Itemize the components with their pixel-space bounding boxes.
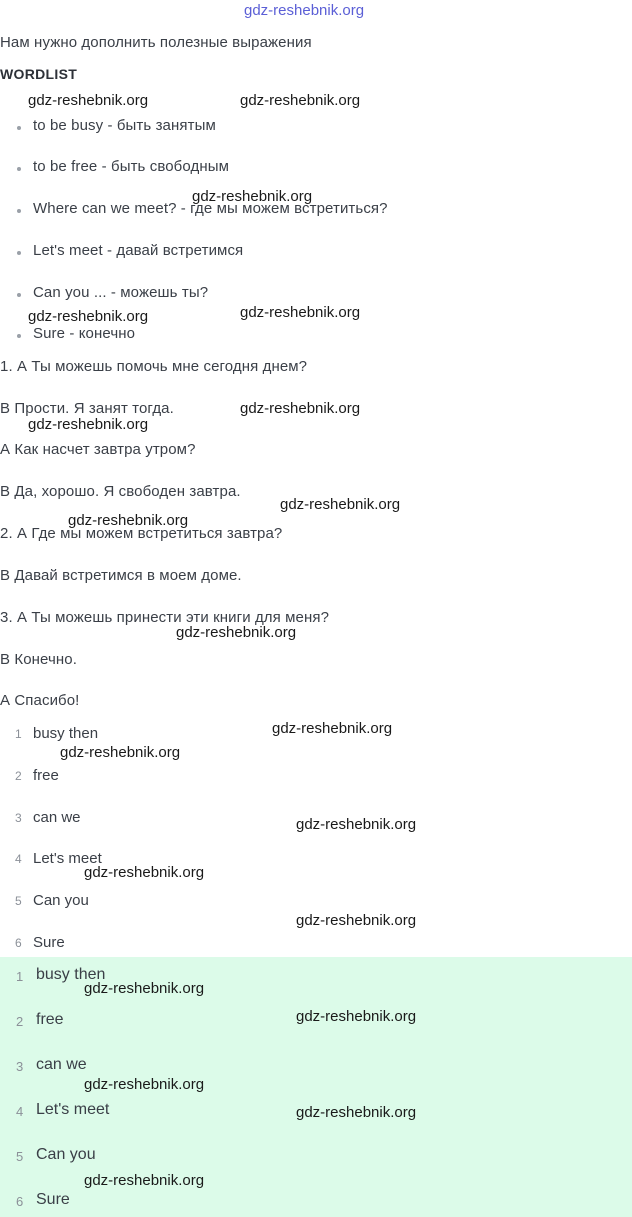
watermark: gdz-reshebnik.org: [28, 308, 149, 325]
answer-text: Sure: [36, 1191, 70, 1208]
watermark: gdz-reshebnik.org: [296, 1104, 417, 1121]
list-item: to be free - быть свободным: [33, 158, 230, 175]
answer-number: 1: [15, 727, 22, 741]
answer-number: 2: [16, 1014, 24, 1029]
dialogue-line: В Да, хорошо. Я свободен завтра.: [0, 483, 241, 500]
list-item: Let's meet - давай встретимся: [33, 242, 244, 259]
watermark: gdz-reshebnik.org: [60, 744, 181, 761]
answer-text: Let's meet: [36, 1101, 110, 1118]
watermark: gdz-reshebnik.org: [280, 496, 401, 513]
answer-text: busy then: [33, 725, 99, 742]
watermark: gdz-reshebnik.org: [68, 512, 189, 529]
dialogue-line: В Давай встретимся в моем доме.: [0, 567, 242, 584]
watermark-top: gdz-reshebnik.org: [244, 2, 365, 19]
answer-number: 1: [16, 969, 24, 984]
bullet-icon: [17, 126, 21, 130]
answer-number: 3: [16, 1059, 24, 1074]
watermark: gdz-reshebnik.org: [84, 864, 205, 881]
watermark: gdz-reshebnik.org: [176, 624, 297, 641]
bullet-icon: [17, 334, 21, 338]
watermark: gdz-reshebnik.org: [272, 720, 393, 737]
answer-number: 5: [15, 894, 22, 908]
answer-number: 5: [16, 1149, 24, 1164]
bullet-icon: [17, 251, 21, 255]
watermark: gdz-reshebnik.org: [240, 400, 361, 417]
bullet-icon: [17, 209, 21, 213]
answer-text: free: [36, 1011, 64, 1028]
answer-number: 6: [15, 936, 22, 950]
answer-number: 3: [15, 811, 22, 825]
watermark: gdz-reshebnik.org: [296, 816, 417, 833]
answer-text: Can you: [33, 892, 89, 909]
dialogue-line: В Прости. Я занят тогда.: [0, 400, 174, 417]
dialogue-line: 2. А Где мы можем встретиться завтра?: [0, 525, 283, 542]
watermark: gdz-reshebnik.org: [240, 92, 361, 109]
answer-number: 2: [15, 769, 22, 783]
answer-number: 4: [15, 852, 22, 866]
watermark: gdz-reshebnik.org: [84, 1076, 205, 1093]
dialogue-line: 1. А Ты можешь помочь мне сегодня днем?: [0, 358, 308, 375]
list-item: Sure - конечно: [33, 325, 136, 342]
dialogue-line: 3. А Ты можешь принести эти книги для меня?: [0, 609, 330, 626]
answer-number: 4: [16, 1104, 24, 1119]
bullet-icon: [17, 167, 21, 171]
intro-text: Нам нужно дополнить полезные выражения: [0, 34, 312, 51]
answer-text: Sure: [33, 934, 65, 951]
answer-text: busy then: [36, 966, 106, 983]
wordlist-heading: WORDLIST: [0, 66, 78, 82]
list-item: to be busy - быть занятым: [33, 117, 216, 134]
bullet-icon: [17, 293, 21, 297]
watermark: gdz-reshebnik.org: [296, 912, 417, 929]
answer-number: 6: [16, 1194, 24, 1209]
watermark: gdz-reshebnik.org: [84, 980, 205, 997]
watermark: gdz-reshebnik.org: [84, 1172, 205, 1189]
answer-text: can we: [36, 1056, 87, 1073]
list-item: Can you ... - можешь ты?: [33, 284, 209, 301]
watermark: gdz-reshebnik.org: [28, 416, 149, 433]
answer-text: Can you: [36, 1146, 96, 1163]
answer-text: can we: [33, 809, 81, 826]
list-item: Where can we meet? - где мы можем встретиться?: [33, 200, 388, 217]
answer-text: Let's meet: [33, 850, 102, 867]
watermark: gdz-reshebnik.org: [240, 304, 361, 321]
watermark: gdz-reshebnik.org: [192, 188, 313, 205]
watermark: gdz-reshebnik.org: [28, 92, 149, 109]
dialogue-line: А Спасибо!: [0, 692, 80, 709]
dialogue-line: В Конечно.: [0, 651, 77, 668]
watermark: gdz-reshebnik.org: [296, 1008, 417, 1025]
dialogue-line: А Как насчет завтра утром?: [0, 441, 196, 458]
answer-text: free: [33, 767, 59, 784]
